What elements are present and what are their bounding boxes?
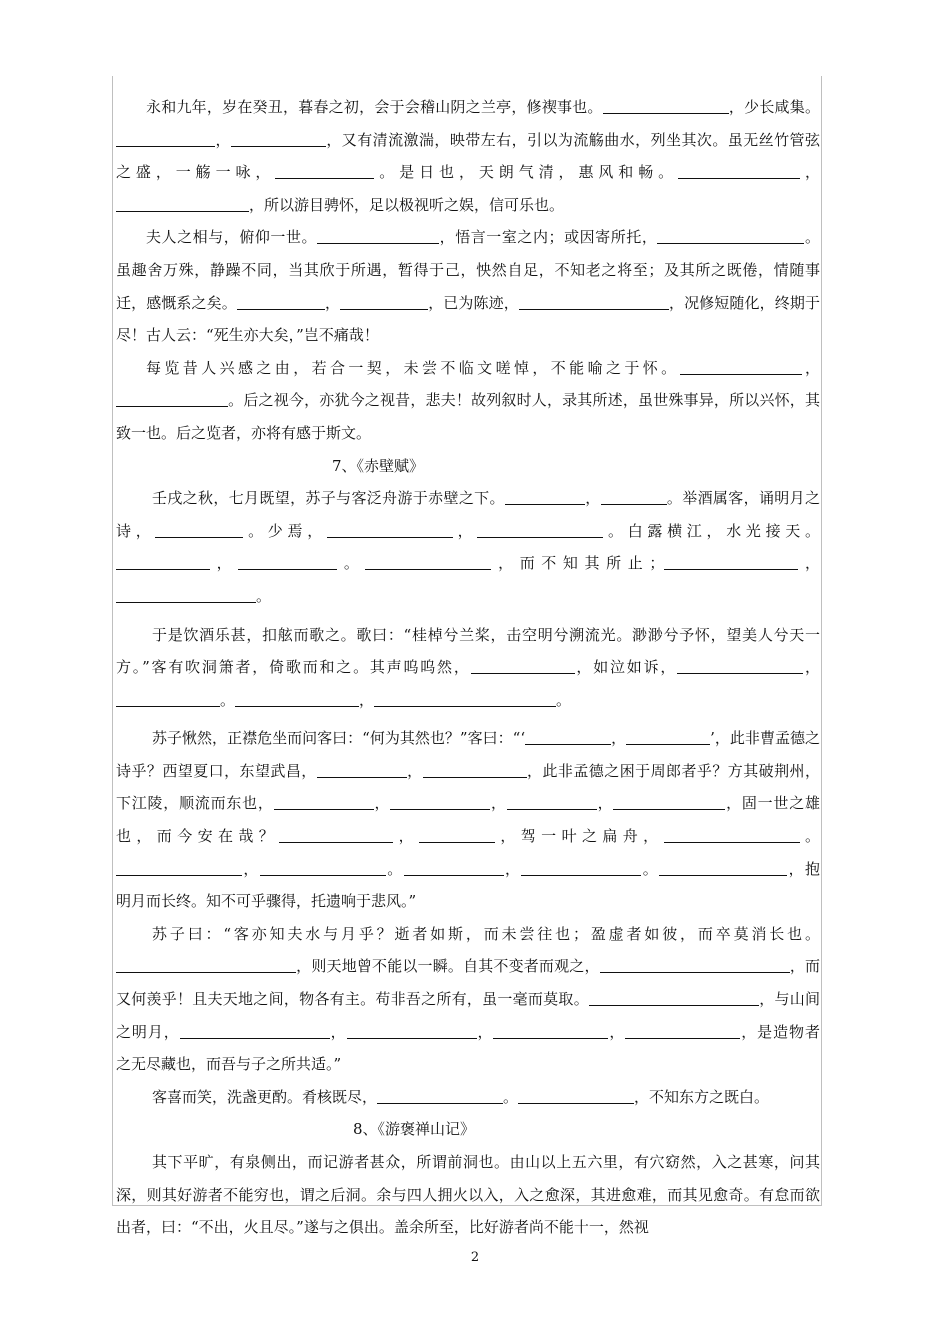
- text-segment: ，驾一叶之扁舟，: [494, 827, 664, 846]
- text-segment: ，: [584, 489, 601, 508]
- text-segment: 夫人之相与，俯仰一世。: [146, 228, 318, 247]
- blank-field: [657, 229, 804, 244]
- blank-field: [519, 295, 669, 310]
- blank-field: [419, 828, 495, 843]
- text-segment: 。: [641, 859, 660, 878]
- text-segment: ，悟言一室之内；或因寄所托，: [439, 228, 658, 247]
- text-segment: 。: [385, 859, 404, 878]
- blank-field: [626, 730, 710, 745]
- blank-field: [471, 659, 575, 674]
- blank-field: [116, 692, 220, 707]
- blank-field: [238, 555, 337, 570]
- text-segment: ，: [324, 293, 341, 312]
- paragraph-chibi-2: [116, 619, 820, 717]
- blank-field: [116, 197, 249, 212]
- text-segment: 。后之视今，亦犹今之视昔，悲夫！故列叙时人，录其所述，虽世殊事异，所以兴怀，其致一也。后之览者，亦将有感于斯文。: [116, 391, 820, 442]
- text-segment: 苏子曰：“客亦知夫水与月乎？逝者如斯，而未尝往也；盈虚者如彼，而卒莫消长也。: [152, 924, 820, 943]
- paragraph-lanting-2: [116, 221, 820, 351]
- text-segment: ’，此非曹孟德之诗乎？西望夏口，东望武昌，: [116, 729, 820, 780]
- text-segment: 于是饮酒乐甚，扣舷而歌之。歌曰：“桂棹兮兰桨，击空明兮溯流光。渺渺兮予怀，望美人兮天一方。”客有吹洞箫者，倚歌而和之。其声呜呜然，: [116, 625, 820, 677]
- paragraph-baochan-1: [116, 1146, 820, 1244]
- text-segment: ，: [373, 794, 391, 813]
- blank-field: [404, 861, 504, 876]
- text-segment: ，不知东方之既白。: [634, 1087, 770, 1106]
- text-segment: ，固一世之雄也，而今安在哉？: [116, 794, 820, 846]
- blank-field: [601, 490, 667, 505]
- blank-field: [275, 164, 374, 179]
- text-segment: ，与山间之明月，: [116, 990, 820, 1041]
- text-segment: ，: [608, 1022, 626, 1041]
- text-segment: 。: [556, 690, 572, 709]
- blank-field: [231, 132, 326, 147]
- blank-field: [505, 490, 585, 505]
- paragraph-chibi-5: [116, 1081, 820, 1114]
- paragraph-chibi-1: [116, 482, 820, 612]
- blank-field: [518, 1089, 634, 1104]
- text-segment: ，: [801, 358, 820, 377]
- text-segment: 客喜而笑，洗盏更酌。肴核既尽，: [152, 1087, 378, 1106]
- blank-field: [235, 692, 359, 707]
- text-segment: ，况修短随化，终期于尽！古人云：“死生亦大矣，”岂不痛哉！: [116, 293, 820, 345]
- text-segment: ，: [798, 554, 820, 573]
- text-segment: ，又有清流激湍，映带左右，引以为流觞曲水，列坐其次。虽无丝竹管弦之盛，一觞一咏，: [116, 130, 820, 182]
- paragraph-chibi-4: [116, 918, 820, 1081]
- text-segment: 。: [337, 554, 366, 573]
- blank-field: [327, 523, 453, 538]
- text-segment: 。少焉，: [243, 521, 327, 540]
- paragraph-chibi-3: [116, 722, 820, 918]
- text-segment: 其下平旷，有泉侧出，而记游者甚众，所谓前洞也。由山以上五六里，有穴窈然，入之甚寒，问其深，则其好游者不能穷也，谓之后洞。余与四人拥火以入，入之愈深，其进愈难，而其见愈奇。有怠而欲出者，曰：“不出，火且尽。”遂与之俱出。盖余所至，比好游者尚不能十一，然视: [116, 1153, 820, 1237]
- blank-field: [677, 659, 803, 674]
- blank-field: [116, 132, 215, 147]
- text-segment: 。: [799, 827, 820, 846]
- text-segment: ，: [452, 521, 478, 540]
- blank-field: [180, 1024, 330, 1039]
- text-segment: 壬戌之秋，七月既望，苏子与客泛舟游于赤壁之下。: [152, 489, 505, 508]
- text-segment: ，而又何羡乎！且夫天地之间，物各有主。苟非吾之所有，虽一毫而莫取。: [116, 957, 820, 1009]
- text-segment: ，: [215, 130, 231, 149]
- blank-field: [279, 828, 393, 843]
- blank-field: [477, 523, 603, 538]
- text-segment: ，: [359, 690, 375, 709]
- blank-field: [237, 295, 325, 310]
- blank-field: [116, 392, 228, 407]
- paragraph-lanting-3: [116, 352, 820, 450]
- text-segment: ，: [210, 554, 239, 573]
- blank-field: [525, 730, 611, 745]
- blank-field: [116, 861, 242, 876]
- blank-field: [340, 295, 428, 310]
- blank-field: [317, 763, 407, 778]
- text-segment: ，: [393, 827, 419, 846]
- blank-field: [507, 795, 597, 810]
- blank-field: [625, 1024, 740, 1039]
- document-body: [116, 91, 820, 1244]
- page-number: 2: [470, 1250, 480, 1265]
- text-segment: ，此非孟德之困于周郎者乎？方其破荆州，下江陵，顺流而东也，: [116, 761, 820, 813]
- blank-field: [521, 861, 641, 876]
- text-segment: 苏子愀然，正襟危坐而问客曰：“何为其然也？”客曰：“‘: [152, 729, 526, 748]
- blank-field: [680, 360, 802, 375]
- text-segment: 。: [256, 586, 272, 605]
- text-segment: 。: [503, 1087, 519, 1106]
- text-segment: ，如泣如诉，: [574, 658, 678, 677]
- text-segment: 。虽趣舍万殊，静躁不同，当其欣于所遇，暂得于己，怏然自足，不知老之将至；及其所之既倦，情随事迁，感慨系之矣。: [116, 228, 820, 312]
- blank-field: [347, 1024, 477, 1039]
- blank-field: [374, 692, 556, 707]
- blank-field: [390, 795, 490, 810]
- text-segment: ，所以游目骋怀，足以极视听之娱，信可乐也。: [249, 195, 565, 214]
- text-segment: ，: [329, 1022, 347, 1041]
- paragraph-lanting-1: [116, 91, 820, 221]
- text-segment: 。举酒属客，诵明月之诗，: [116, 489, 820, 540]
- blank-field: [613, 795, 725, 810]
- text-segment: ，少长咸集。: [728, 98, 820, 116]
- blank-field: [116, 555, 210, 570]
- text-segment: ，是造物者之无尽藏也，而吾与子之所共适。”: [116, 1022, 820, 1074]
- blank-field: [317, 229, 439, 244]
- text-segment: ，抱明月而长终。知不可乎骤得，托遗响于悲风。”: [116, 859, 820, 911]
- text-segment: ，: [596, 794, 614, 813]
- text-segment: ，: [476, 1022, 494, 1041]
- text-segment: ，则天地曾不能以一瞬。自其不变者而观之，: [296, 957, 600, 976]
- text-segment: 永和九年，岁在癸丑，暮春之初，会于会稽山阴之兰亭，修禊事也。: [146, 98, 603, 116]
- text-segment: ，: [490, 794, 507, 813]
- blank-field: [664, 828, 800, 843]
- blank-field: [678, 164, 800, 179]
- text-segment: ，: [406, 761, 423, 780]
- text-segment: ，而不知其所止；: [491, 554, 665, 573]
- section-heading-chibifu: 7、《赤壁赋》: [332, 456, 425, 475]
- blank-field: [589, 991, 759, 1006]
- blank-field: [659, 861, 787, 876]
- text-segment: 。是日也，天朗气清，惠风和畅。: [374, 163, 679, 182]
- blank-field: [155, 523, 243, 538]
- blank-field: [600, 958, 790, 973]
- text-segment: ，: [503, 859, 522, 878]
- blank-field: [493, 1024, 608, 1039]
- blank-field: [260, 861, 386, 876]
- text-segment: 每览昔人兴感之由，若合一契，未尝不临文嗟悼，不能喻之于怀。: [146, 358, 680, 377]
- blank-field: [116, 958, 296, 973]
- text-segment: ，: [242, 859, 260, 878]
- blank-field: [603, 99, 729, 114]
- blank-field: [365, 555, 491, 570]
- section-heading-youbaochanshanji: 8、《游褒禅山记》: [353, 1120, 476, 1139]
- text-segment: ，: [611, 729, 627, 748]
- blank-field: [377, 1089, 503, 1104]
- blank-field: [116, 588, 256, 603]
- text-segment: ，: [803, 658, 820, 677]
- blank-field: [423, 763, 527, 778]
- text-segment: 。: [220, 690, 236, 709]
- text-segment: ，已为陈迹，: [428, 293, 519, 312]
- text-segment: ，: [800, 163, 820, 182]
- text-segment: 。白露横江，水光接天。: [603, 521, 820, 540]
- blank-field: [664, 555, 798, 570]
- blank-field: [274, 795, 374, 810]
